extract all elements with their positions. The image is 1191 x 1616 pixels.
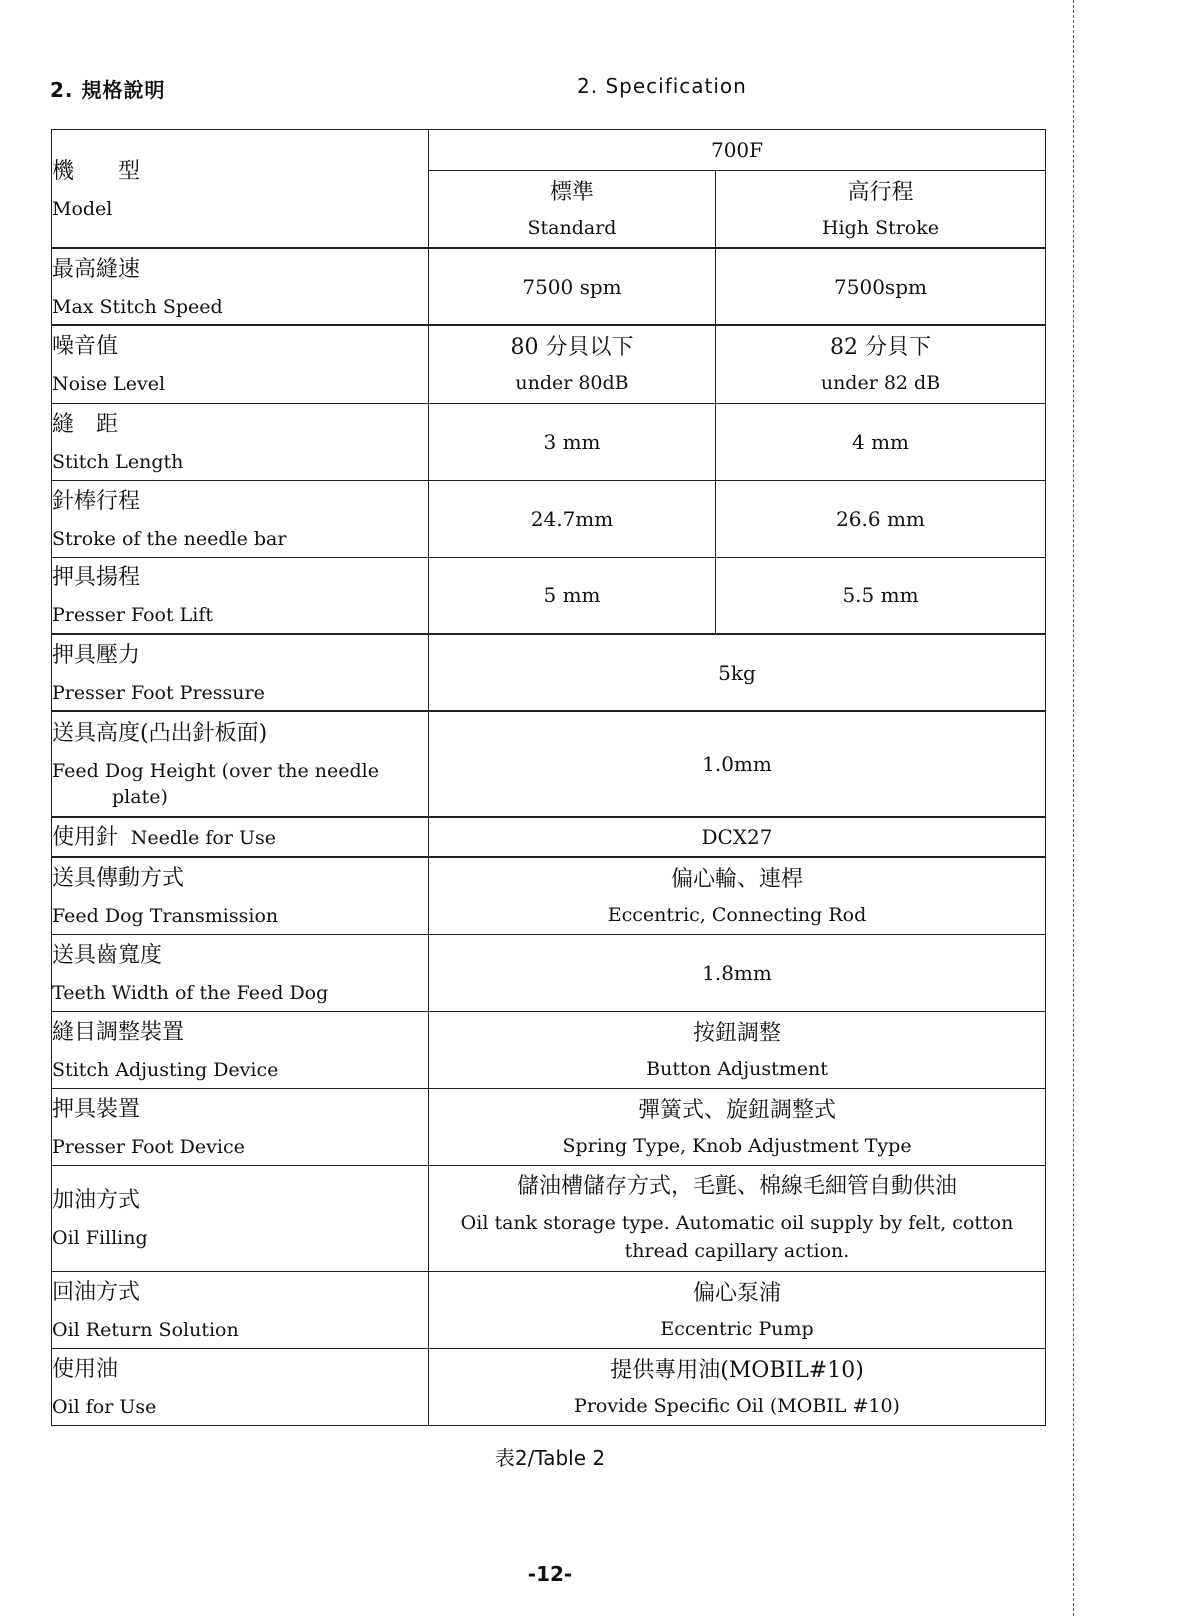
standard-value xyxy=(429,325,716,403)
shared-value-en: Provide Specific Oil (MOBIL #10) xyxy=(574,1394,900,1417)
table-row xyxy=(52,1271,1046,1348)
row-label-zh: 押具壓力 xyxy=(52,642,141,668)
row-label-zh: 加油方式 xyxy=(52,1188,141,1213)
high-stroke-value: 26.6 mm xyxy=(716,480,1046,557)
shared-value-en: Eccentric Pump xyxy=(660,1317,814,1340)
table-row xyxy=(52,1165,1046,1271)
shared-value-en: Eccentric, Connecting Rod xyxy=(607,903,867,926)
model-label-cell xyxy=(52,130,429,249)
specification-table xyxy=(51,129,1046,1426)
column-high-stroke-header xyxy=(716,170,1046,248)
table-row xyxy=(52,557,1046,634)
row-label-zh: 送具傳動方式 xyxy=(52,865,185,891)
table-caption: 表2/Table 2 xyxy=(494,1446,606,1470)
row-label xyxy=(52,1348,429,1425)
shared-value-en: Button Adjustment xyxy=(646,1057,828,1080)
shared-value xyxy=(429,1348,1046,1425)
shared-value xyxy=(429,1165,1046,1271)
row-label xyxy=(52,480,429,557)
table-row xyxy=(52,934,1046,1011)
row-label xyxy=(52,1011,429,1088)
table-row xyxy=(52,325,1046,403)
row-label-zh: 縫 距 xyxy=(52,411,119,437)
row-label-zh: 最高縫速 xyxy=(52,256,141,282)
shared-value xyxy=(429,1271,1046,1348)
high-stroke-value: 4 mm xyxy=(716,403,1046,480)
shared-value-zh: 偏心輪、連桿 xyxy=(670,866,803,892)
column-standard-header xyxy=(429,170,716,248)
row-label-en: Stroke of the needle bar xyxy=(52,527,287,550)
shared-value xyxy=(429,1011,1046,1088)
row-label xyxy=(52,857,429,934)
shared-value: 1.8mm xyxy=(429,934,1046,1011)
table-row xyxy=(52,248,1046,325)
table-row xyxy=(52,711,1046,817)
page-number: -12- xyxy=(527,1562,573,1586)
section-heading-en: 2. Specification xyxy=(577,74,747,98)
column-standard-zh: 標準 xyxy=(549,179,594,205)
row-label xyxy=(52,557,429,634)
row-label xyxy=(52,403,429,480)
table-row xyxy=(52,480,1046,557)
table-row xyxy=(52,857,1046,934)
row-label-en xyxy=(52,750,428,810)
shared-value-en: Oil tank storage type. Automatic oil supply by felt, cotton thread capillary action. xyxy=(460,1212,1014,1262)
model-label-en: Model xyxy=(52,197,113,220)
row-label-en: Oil Return Solution xyxy=(52,1318,239,1341)
row-label-en: Noise Level xyxy=(52,373,166,396)
shared-value-zh: 偏心泵浦 xyxy=(692,1280,781,1306)
shared-value: 5kg xyxy=(429,634,1046,711)
row-label-zh: 縫目調整裝置 xyxy=(52,1019,185,1045)
row-label-en-line1: Feed Dog Height (over the needle xyxy=(52,760,379,782)
row-label-en: Presser Foot Lift xyxy=(52,604,214,627)
table-row xyxy=(52,1011,1046,1088)
model-label-zh: 機 型 xyxy=(52,158,141,184)
row-label xyxy=(52,248,429,325)
table-row xyxy=(52,403,1046,480)
row-label-en: Stitch Length xyxy=(52,450,184,473)
model-name: 700F xyxy=(429,130,1046,171)
standard-value: 24.7mm xyxy=(429,480,716,557)
row-label-zh: 送具高度(凸出針板面) xyxy=(52,721,268,746)
table-header-row xyxy=(52,130,1046,171)
section-heading-zh: 2. 規格說明 xyxy=(50,78,166,102)
shared-value: DCX27 xyxy=(429,817,1046,857)
row-label-en: Stitch Adjusting Device xyxy=(52,1058,279,1081)
row-label-zh: 押具揚程 xyxy=(52,565,141,591)
shared-value-zh: 儲油槽儲存方式，毛氈、棉線毛細管自動供油 xyxy=(516,1174,957,1199)
row-label xyxy=(52,634,429,711)
row-label-en: Max Stitch Speed xyxy=(52,295,223,318)
row-label-zh: 噪音值 xyxy=(52,334,119,360)
row-label-en: Feed Dog Transmission xyxy=(52,904,279,927)
row-label-en: Presser Foot Device xyxy=(52,1135,245,1158)
row-label-en-line2: plate) xyxy=(112,786,168,808)
shared-value xyxy=(429,857,1046,934)
table-row xyxy=(52,817,1046,857)
row-label-zh: 送具齒寬度 xyxy=(52,942,163,968)
row-label xyxy=(52,1165,429,1271)
shared-value xyxy=(429,1088,1046,1165)
row-label-en: Teeth Width of the Feed Dog xyxy=(52,981,329,1004)
table-row xyxy=(52,634,1046,711)
row-label xyxy=(52,934,429,1011)
high-stroke-value: 5.5 mm xyxy=(716,557,1046,634)
row-label xyxy=(52,711,429,817)
shared-value-zh: 按鈕調整 xyxy=(692,1020,781,1046)
shared-value-en: Spring Type, Knob Adjustment Type xyxy=(562,1134,912,1157)
row-label-zh: 使用針 xyxy=(52,824,119,850)
row-label xyxy=(52,325,429,403)
row-label xyxy=(52,1088,429,1165)
table-row xyxy=(52,1348,1046,1425)
row-label-zh: 針棒行程 xyxy=(52,488,141,514)
row-label xyxy=(52,817,429,857)
column-high-stroke-en: High Stroke xyxy=(821,216,939,239)
column-high-stroke-zh: 高行程 xyxy=(847,179,914,205)
column-standard-en: Standard xyxy=(527,216,617,239)
standard-value-zh: 80 分貝以下 xyxy=(510,335,634,361)
row-label-en: Oil for Use xyxy=(52,1395,157,1418)
row-label-en: Presser Foot Pressure xyxy=(52,681,265,704)
high-stroke-value-en: under 82 dB xyxy=(820,372,941,395)
standard-value-en: under 80dB xyxy=(515,372,629,395)
row-label-zh: 使用油 xyxy=(52,1356,119,1382)
row-label xyxy=(52,1271,429,1348)
table-row xyxy=(52,1088,1046,1165)
row-label-en: Needle for Use xyxy=(130,826,276,849)
shared-value-zh: 提供專用油(MOBIL#10) xyxy=(610,1357,864,1383)
row-label-zh: 回油方式 xyxy=(52,1279,141,1305)
standard-value: 5 mm xyxy=(429,557,716,634)
row-label-zh: 押具裝置 xyxy=(52,1096,141,1122)
standard-value: 7500 spm xyxy=(429,248,716,325)
high-stroke-value-zh: 82 分貝下 xyxy=(830,335,931,361)
page-edge-dashed-line xyxy=(1073,0,1074,1616)
row-label-en: Oil Filling xyxy=(52,1227,148,1249)
standard-value: 3 mm xyxy=(429,403,716,480)
shared-value-zh: 彈簧式、旋鈕調整式 xyxy=(637,1097,836,1123)
high-stroke-value: 7500spm xyxy=(716,248,1046,325)
shared-value: 1.0mm xyxy=(429,711,1046,817)
high-stroke-value xyxy=(716,325,1046,403)
